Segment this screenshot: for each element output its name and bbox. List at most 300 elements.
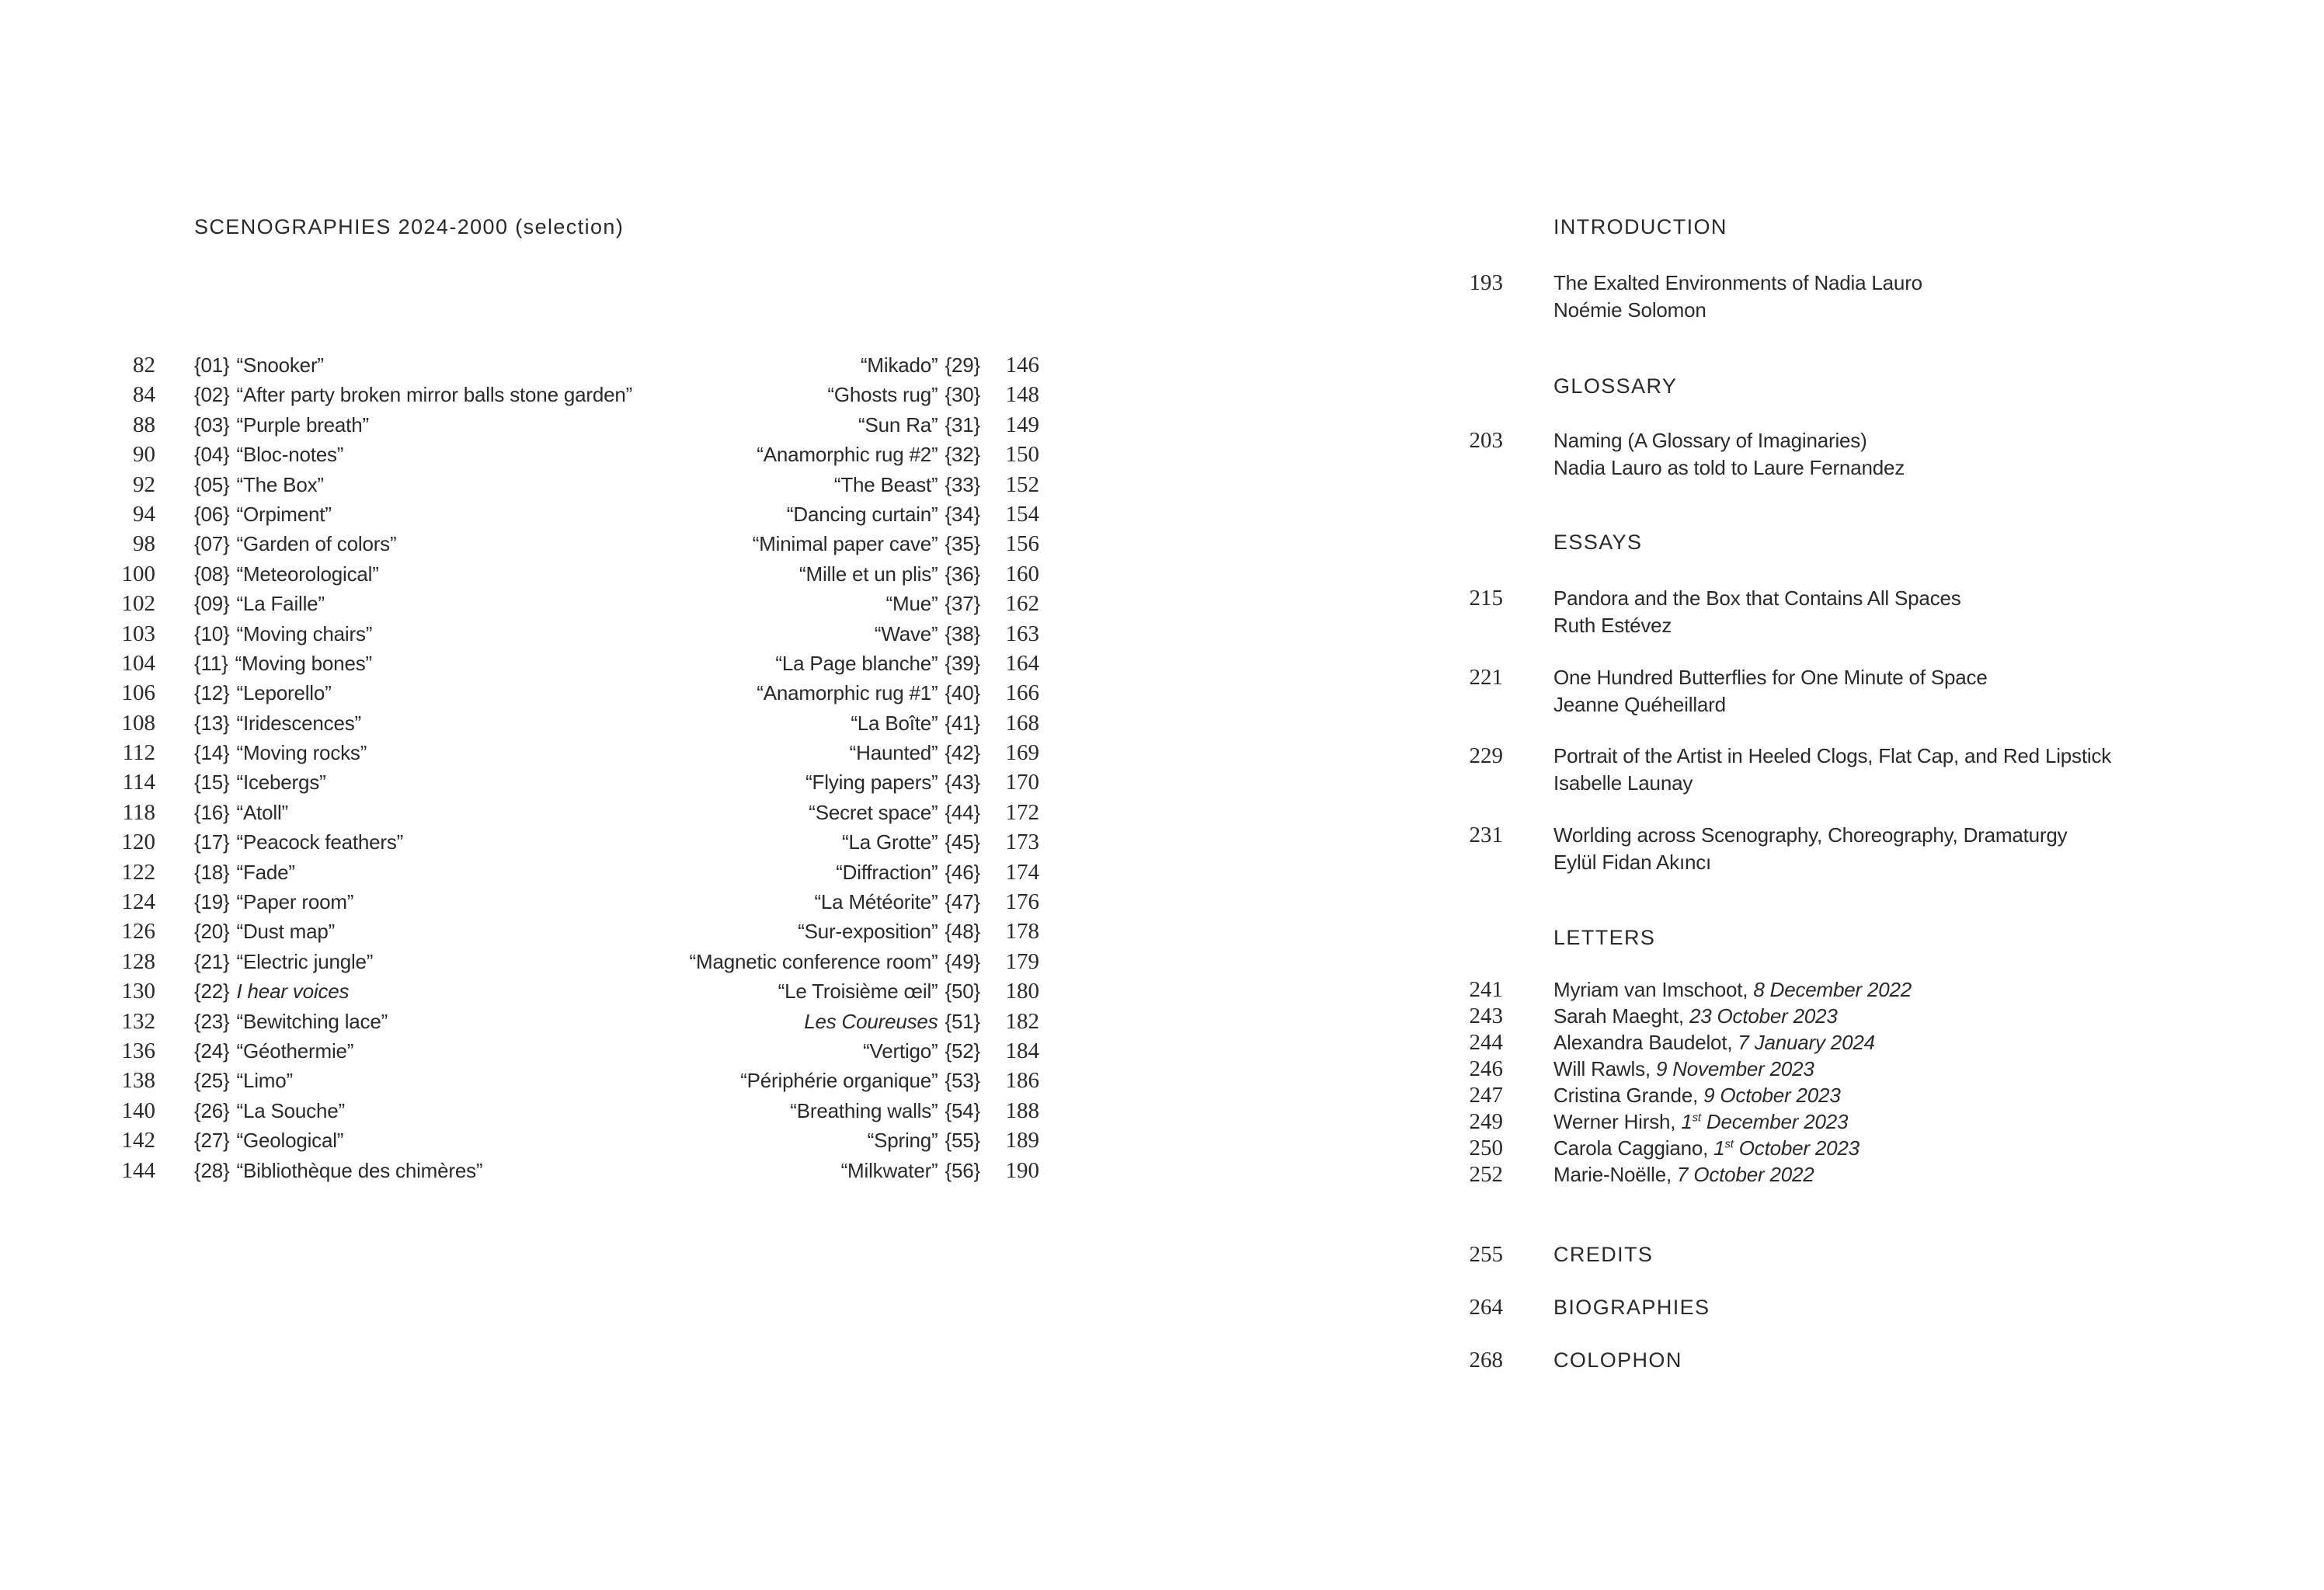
left-entry-title: “Geological” (236, 1129, 344, 1153)
left-entry-title: “Géothermie” (236, 1039, 354, 1063)
left-entry-code: {27} (194, 1129, 230, 1153)
tail-label: BIOGRAPHIES (1553, 1296, 1710, 1319)
right-entry-page-number: 174 (1005, 859, 1039, 885)
left-entry-code: {25} (194, 1069, 230, 1093)
letter-text (1553, 1056, 2319, 1082)
letter-author: Sarah Maeght, (1553, 1004, 1684, 1028)
right-entry-page-number: 184 (1005, 1038, 1039, 1063)
right-entry-cell (805, 767, 980, 797)
essay-author: Isabelle Launay (1553, 771, 1693, 795)
letter-date: 9 October 2023 (1703, 1084, 1841, 1107)
right-entry-page-number: 162 (1005, 591, 1039, 617)
left-entry-title: “Dust map” (236, 920, 336, 944)
left-entry-page-number: 103 (121, 621, 155, 646)
left-entry-page-number: 138 (121, 1068, 155, 1094)
right-entry-cell (809, 798, 980, 827)
essay-page-number: 221 (1469, 664, 1503, 690)
essay-text (1553, 585, 2319, 639)
essay-author: Eylül Fidan Akıncı (1553, 850, 1712, 874)
left-entry-title: “Snooker” (236, 353, 324, 377)
right-entry-page-number: 189 (1005, 1128, 1039, 1153)
letter-entry (1449, 1056, 2319, 1082)
left-entry-page-number: 136 (121, 1038, 155, 1063)
letter-page-number: 250 (1469, 1136, 1503, 1160)
tail-sections (1449, 1243, 2319, 1401)
right-entry-code: {39} (945, 651, 980, 675)
letter-date: 9 November 2023 (1655, 1057, 1814, 1080)
left-entry-page-number: 128 (121, 948, 155, 974)
right-entry-page-number: 173 (1005, 830, 1039, 855)
right-entry-page-number: 146 (1005, 353, 1039, 377)
right-entry-code: {30} (945, 383, 980, 407)
right-entry-title: “Flying papers” (805, 771, 938, 795)
toc-row (67, 350, 1039, 380)
toc-row (67, 827, 1039, 857)
right-entry-code: {44} (945, 800, 980, 824)
left-entry-title: “Peacock feathers” (236, 830, 404, 854)
left-entry-title: “Moving rocks” (236, 741, 367, 765)
left-entry-cell (155, 350, 861, 380)
left-entry-code: {15} (194, 771, 230, 795)
left-entry-page-number: 112 (122, 740, 155, 766)
right-entry-code: {43} (945, 771, 980, 795)
right-entry-page-number: 169 (1005, 740, 1039, 766)
right-entry-title: “Milkwater” (840, 1158, 938, 1182)
toc-row (67, 1156, 1039, 1185)
right-entry-title: “Vertigo” (863, 1039, 938, 1063)
letter-entry (1449, 1108, 2319, 1135)
right-entry-page-number: 163 (1005, 621, 1039, 646)
toc-row (67, 858, 1039, 887)
right-entry-code: {38} (945, 621, 980, 645)
right-entry-code: {55} (945, 1129, 980, 1153)
left-entry-page-number: 130 (121, 979, 155, 1004)
letter-page-number: 244 (1469, 1030, 1503, 1055)
right-entry-page-number: 166 (1005, 680, 1039, 706)
right-entry-title: “La Boîte” (851, 711, 938, 735)
left-entry-title: “Electric jungle” (236, 949, 374, 973)
left-entry-page-number: 132 (121, 1008, 155, 1034)
essay-text (1553, 664, 2319, 718)
right-entry-code: {52} (945, 1039, 980, 1063)
left-entry-cell (155, 619, 875, 649)
right-entry-page-number: 149 (1005, 412, 1039, 437)
letter-page-number: 247 (1469, 1083, 1503, 1108)
letter-author: Alexandra Baudelot, (1553, 1031, 1733, 1054)
tail-entry (1449, 1243, 2319, 1296)
left-entry-title: “Moving chairs” (236, 621, 373, 645)
letter-author: Will Rawls, (1553, 1057, 1651, 1080)
right-entry-code: {49} (945, 949, 980, 973)
right-entry-cell (861, 350, 980, 380)
left-entry-cell (155, 380, 827, 409)
right-entry-cell (834, 470, 980, 499)
left-entry-cell (155, 917, 798, 946)
essay-page-number: 231 (1469, 822, 1503, 847)
glossary-title: Naming (A Glossary of Imaginaries) (1553, 429, 1867, 452)
left-entry-title: “Garden of colors” (236, 532, 397, 556)
right-entry-title: “La Météorite” (814, 890, 938, 914)
letter-page-number: 246 (1469, 1056, 1503, 1081)
left-entry-title: “Iridescences” (236, 711, 361, 735)
right-entry-title: Les Coureuses (804, 1009, 938, 1033)
left-entry-code: {03} (194, 412, 230, 437)
right-entry-title: “Haunted” (849, 741, 938, 765)
right-entry-title: “Dancing curtain” (786, 502, 938, 526)
left-entry-title: “Purple breath” (236, 412, 369, 437)
right-entry-title: “Secret space” (809, 800, 938, 824)
left-entry-page-number: 88 (133, 412, 155, 437)
right-entry-cell (740, 1066, 980, 1095)
left-entry-cell (155, 1066, 740, 1095)
tail-entry (1449, 1348, 2319, 1401)
letter-date: 1st December 2023 (1681, 1110, 1849, 1133)
introduction-author: Noémie Solomon (1553, 298, 1706, 322)
right-entry-code: {51} (945, 1009, 980, 1033)
left-entry-page-number: 142 (121, 1128, 155, 1153)
right-entry-code: {46} (945, 860, 980, 884)
left-entry-code: {06} (194, 502, 230, 526)
letter-entry (1449, 1029, 2319, 1056)
right-entry-cell (757, 440, 980, 469)
section-header-essays: ESSAYS (1553, 531, 1643, 554)
left-entry-cell (155, 529, 753, 558)
right-entry-cell (778, 976, 980, 1006)
toc-row (67, 917, 1039, 946)
toc-row (67, 1126, 1039, 1155)
right-entry-title: “La Page blanche” (775, 651, 938, 675)
right-entry-page-number: 178 (1005, 919, 1039, 945)
introduction-title: The Exalted Environments of Nadia Lauro (1553, 271, 1922, 294)
left-entry-code: {24} (194, 1039, 230, 1063)
toc-row (67, 887, 1039, 917)
left-entry-page-number: 106 (121, 680, 155, 706)
essay-entry (1449, 743, 2319, 797)
letter-entry (1449, 1135, 2319, 1161)
left-entry-page-number: 84 (133, 382, 155, 408)
tail-page-number: 264 (1469, 1295, 1503, 1320)
right-entry-page-number: 186 (1005, 1068, 1039, 1094)
right-entry-page-number: 180 (1005, 979, 1039, 1004)
letter-text (1553, 1003, 2319, 1029)
right-entry-code: {48} (945, 920, 980, 944)
left-entry-cell (155, 798, 809, 827)
toc-row (67, 767, 1039, 797)
essay-entry (1449, 822, 2319, 876)
tail-entry (1449, 1296, 2319, 1348)
tail-label: COLOPHON (1553, 1348, 1682, 1372)
left-entry-cell (155, 678, 757, 708)
letter-author: Marie-Noëlle, (1553, 1163, 1672, 1186)
right-entry-cell (790, 1096, 980, 1126)
right-entry-title: “La Grotte” (841, 830, 938, 854)
right-entry-cell (757, 678, 980, 708)
right-entry-code: {32} (945, 443, 980, 467)
right-entry-cell (863, 1036, 980, 1066)
essay-entry (1449, 585, 2319, 639)
letter-author: Cristina Grande, (1553, 1084, 1699, 1107)
essay-text (1553, 743, 2319, 797)
introduction-entry (1449, 270, 2319, 324)
left-entry-code: {09} (194, 592, 230, 616)
left-entry-title: “Atoll” (236, 800, 288, 824)
right-entry-code: {45} (945, 830, 980, 854)
letter-author: Myriam van Imschoot, (1553, 978, 1748, 1001)
right-entry-cell (875, 619, 980, 649)
right-entry-title: “Ghosts rug” (827, 383, 938, 407)
left-entry-cell (155, 1007, 804, 1036)
essay-page-number: 215 (1469, 586, 1503, 611)
letter-entry (1449, 1161, 2319, 1188)
left-entry-code: {14} (194, 741, 230, 765)
right-entry-title: “Diffraction” (836, 860, 938, 884)
right-entry-cell (836, 858, 980, 887)
right-entry-page-number: 152 (1005, 471, 1039, 497)
tail-page-number: 255 (1469, 1242, 1503, 1267)
letter-entry (1449, 1082, 2319, 1108)
toc-row (67, 470, 1039, 499)
right-entry-code: {36} (945, 562, 980, 586)
section-header-letters: LETTERS (1553, 926, 1656, 949)
left-entry-title: “Limo” (236, 1069, 293, 1093)
glossary-page-number: 203 (1469, 428, 1503, 453)
left-entry-title: “Moving bones” (235, 651, 372, 675)
right-entry-title: “Périphérie organique” (740, 1069, 938, 1093)
right-entry-cell (690, 947, 980, 976)
toc-row (67, 798, 1039, 827)
right-entry-page-number: 154 (1005, 501, 1039, 527)
left-entry-page-number: 144 (121, 1157, 155, 1183)
right-entry-cell (827, 380, 980, 409)
letter-page-number: 243 (1469, 1004, 1503, 1028)
toc-row (67, 619, 1039, 649)
toc-row (67, 678, 1039, 708)
right-entry-page-number: 176 (1005, 889, 1039, 915)
right-entry-page-number: 188 (1005, 1098, 1039, 1123)
right-entry-cell (850, 738, 980, 767)
toc-row (67, 410, 1039, 440)
letter-author: Carola Caggiano, (1553, 1136, 1709, 1160)
left-entry-cell (155, 947, 690, 976)
left-entry-code: {13} (194, 711, 230, 735)
left-entry-page-number: 100 (121, 561, 155, 586)
right-entry-title: “Magnetic conference room” (689, 949, 938, 973)
left-entry-page-number: 120 (121, 830, 155, 855)
left-entry-cell (155, 976, 778, 1006)
left-entry-page-number: 140 (121, 1098, 155, 1123)
left-entry-code: {18} (194, 860, 230, 884)
glossary-author: Nadia Lauro as told to Laure Fernandez (1553, 456, 1905, 479)
right-entry-code: {29} (945, 353, 980, 377)
essay-text (1553, 822, 2319, 876)
right-entry-code: {34} (945, 502, 980, 526)
left-entry-code: {02} (194, 383, 230, 407)
essay-page-number: 229 (1469, 743, 1503, 769)
right-entry-code: {47} (945, 890, 980, 914)
right-entry-code: {35} (945, 532, 980, 556)
left-entry-title: “Orpiment” (236, 502, 332, 526)
left-entry-cell (155, 1036, 863, 1066)
letter-entry (1449, 1003, 2319, 1029)
left-entry-code: {04} (194, 443, 230, 467)
right-entry-cell (753, 529, 980, 558)
left-entry-cell (155, 499, 787, 529)
toc-row (67, 589, 1039, 618)
left-entry-title: “Leporello” (236, 681, 332, 705)
left-entry-cell (155, 559, 799, 589)
left-entry-cell (155, 1156, 841, 1185)
right-entry-code: {31} (945, 412, 980, 437)
left-entry-code: {26} (194, 1098, 230, 1122)
left-entry-cell (155, 410, 858, 440)
left-entry-code: {22} (194, 979, 230, 1004)
right-entry-title: “Breathing walls” (790, 1098, 938, 1122)
toc-row (67, 947, 1039, 976)
right-entry-cell (798, 917, 980, 946)
left-entry-cell (155, 1126, 868, 1155)
right-entry-code: {40} (945, 681, 980, 705)
right-entry-title: “Mue” (885, 592, 938, 616)
left-entry-cell (155, 649, 775, 678)
toc-list (67, 350, 1039, 1185)
essay-title: Portrait of the Artist in Heeled Clogs, Flat Cap, and Red Lipstick (1553, 744, 2112, 768)
left-entry-code: {21} (194, 949, 230, 973)
left-entry-title: “La Faille” (236, 592, 325, 616)
left-entry-code: {11} (194, 651, 228, 675)
left-entry-cell (155, 708, 851, 738)
right-entry-cell (841, 1156, 980, 1185)
letter-author: Werner Hirsh, (1553, 1110, 1676, 1133)
toc-row (67, 529, 1039, 558)
right-entry-page-number: 150 (1005, 442, 1039, 468)
letter-text (1553, 976, 2319, 1003)
toc-row (67, 1066, 1039, 1095)
right-entry-cell (775, 649, 980, 678)
left-entry-page-number: 122 (121, 859, 155, 885)
left-entry-code: {17} (194, 830, 230, 854)
left-entry-title: I hear voices (236, 979, 350, 1004)
right-entry-page-number: 170 (1005, 770, 1039, 795)
letter-date: 1st October 2023 (1713, 1136, 1860, 1160)
left-entry-page-number: 98 (133, 531, 155, 557)
right-entry-code: {53} (945, 1069, 980, 1093)
right-entry-page-number: 172 (1005, 799, 1039, 825)
letters-list (1449, 976, 2319, 1188)
essays-list (1449, 585, 2319, 900)
right-entry-title: “Le Troisième œil” (778, 979, 938, 1004)
right-entry-page-number: 190 (1005, 1157, 1039, 1183)
right-entry-page-number: 168 (1005, 710, 1039, 736)
left-entry-page-number: 82 (133, 353, 155, 377)
toc-row (67, 1007, 1039, 1036)
left-entry-cell (155, 470, 834, 499)
left-entry-cell (155, 887, 814, 917)
letter-date: 23 October 2023 (1689, 1004, 1838, 1028)
right-entry-title: “Sur-exposition” (798, 920, 938, 944)
right-entry-code: {56} (945, 1158, 980, 1182)
toc-row (67, 559, 1039, 589)
tail-label: CREDITS (1553, 1243, 1654, 1266)
right-entry-code: {33} (945, 472, 980, 496)
right-entry-cell (851, 708, 980, 738)
left-page-header: SCENOGRAPHIES 2024-2000 (selection) (194, 215, 624, 238)
left-entry-title: “Paper room” (236, 890, 354, 914)
left-entry-page-number: 92 (133, 471, 155, 497)
left-entry-title: “Meteorological” (236, 562, 379, 586)
left-entry-page-number: 102 (121, 591, 155, 617)
right-entry-page-number: 179 (1005, 948, 1039, 974)
right-entry-page-number: 164 (1005, 650, 1039, 676)
right-entry-code: {41} (945, 711, 980, 735)
letter-date: 7 October 2022 (1677, 1163, 1814, 1186)
glossary-text (1553, 427, 2319, 482)
letter-text (1553, 1029, 2319, 1056)
section-header-glossary: GLOSSARY (1553, 374, 1678, 398)
left-entry-page-number: 118 (122, 799, 155, 825)
left-entry-cell (155, 858, 836, 887)
left-entry-code: {19} (194, 890, 230, 914)
toc-row (67, 1036, 1039, 1066)
right-entry-cell (787, 499, 980, 529)
right-entry-page-number: 182 (1005, 1008, 1039, 1034)
right-entry-page-number: 160 (1005, 561, 1039, 586)
right-entry-title: “Spring” (867, 1129, 938, 1153)
right-entry-code: {50} (945, 979, 980, 1004)
right-entry-title: “Anamorphic rug #2” (757, 443, 938, 467)
right-entry-code: {37} (945, 592, 980, 616)
left-entry-code: {07} (194, 532, 230, 556)
left-entry-code: {20} (194, 920, 230, 944)
glossary-entry (1449, 427, 2319, 482)
left-entry-cell (155, 767, 805, 797)
left-entry-cell (155, 440, 757, 469)
tail-page-number: 268 (1469, 1348, 1503, 1373)
essay-title: Pandora and the Box that Contains All Spaces (1553, 586, 1961, 610)
essay-entry (1449, 664, 2319, 718)
left-entry-title: “After party broken mirror balls stone garden” (236, 383, 633, 407)
letter-text (1553, 1135, 2319, 1161)
letter-page-number: 241 (1469, 977, 1503, 1002)
toc-row (67, 976, 1039, 1006)
left-entry-cell (155, 738, 850, 767)
letter-date: 8 December 2022 (1753, 978, 1912, 1001)
right-entry-code: {42} (945, 741, 980, 765)
right-entry-cell (842, 827, 980, 857)
right-entry-title: “Minimal paper cave” (752, 532, 938, 556)
right-entry-page-number: 148 (1005, 382, 1039, 408)
right-entry-cell (858, 410, 980, 440)
left-entry-page-number: 126 (121, 919, 155, 945)
right-entry-title: “Sun Ra” (858, 412, 938, 437)
left-entry-page-number: 90 (133, 442, 155, 468)
toc-row (67, 380, 1039, 409)
left-entry-cell (155, 827, 842, 857)
letter-page-number: 252 (1469, 1162, 1503, 1187)
letter-text (1553, 1082, 2319, 1108)
toc-row (67, 708, 1039, 738)
section-header-introduction: INTRODUCTION (1553, 215, 1727, 238)
left-entry-page-number: 94 (133, 501, 155, 527)
toc-row (67, 649, 1039, 678)
toc-row (67, 440, 1039, 469)
letter-date: 7 January 2024 (1738, 1031, 1875, 1054)
left-entry-code: {23} (194, 1009, 230, 1033)
left-entry-cell (155, 589, 886, 618)
right-entry-code: {54} (945, 1098, 980, 1122)
essay-author: Ruth Estévez (1553, 614, 1672, 637)
left-entry-code: {10} (194, 621, 230, 645)
left-entry-cell (155, 1096, 790, 1126)
